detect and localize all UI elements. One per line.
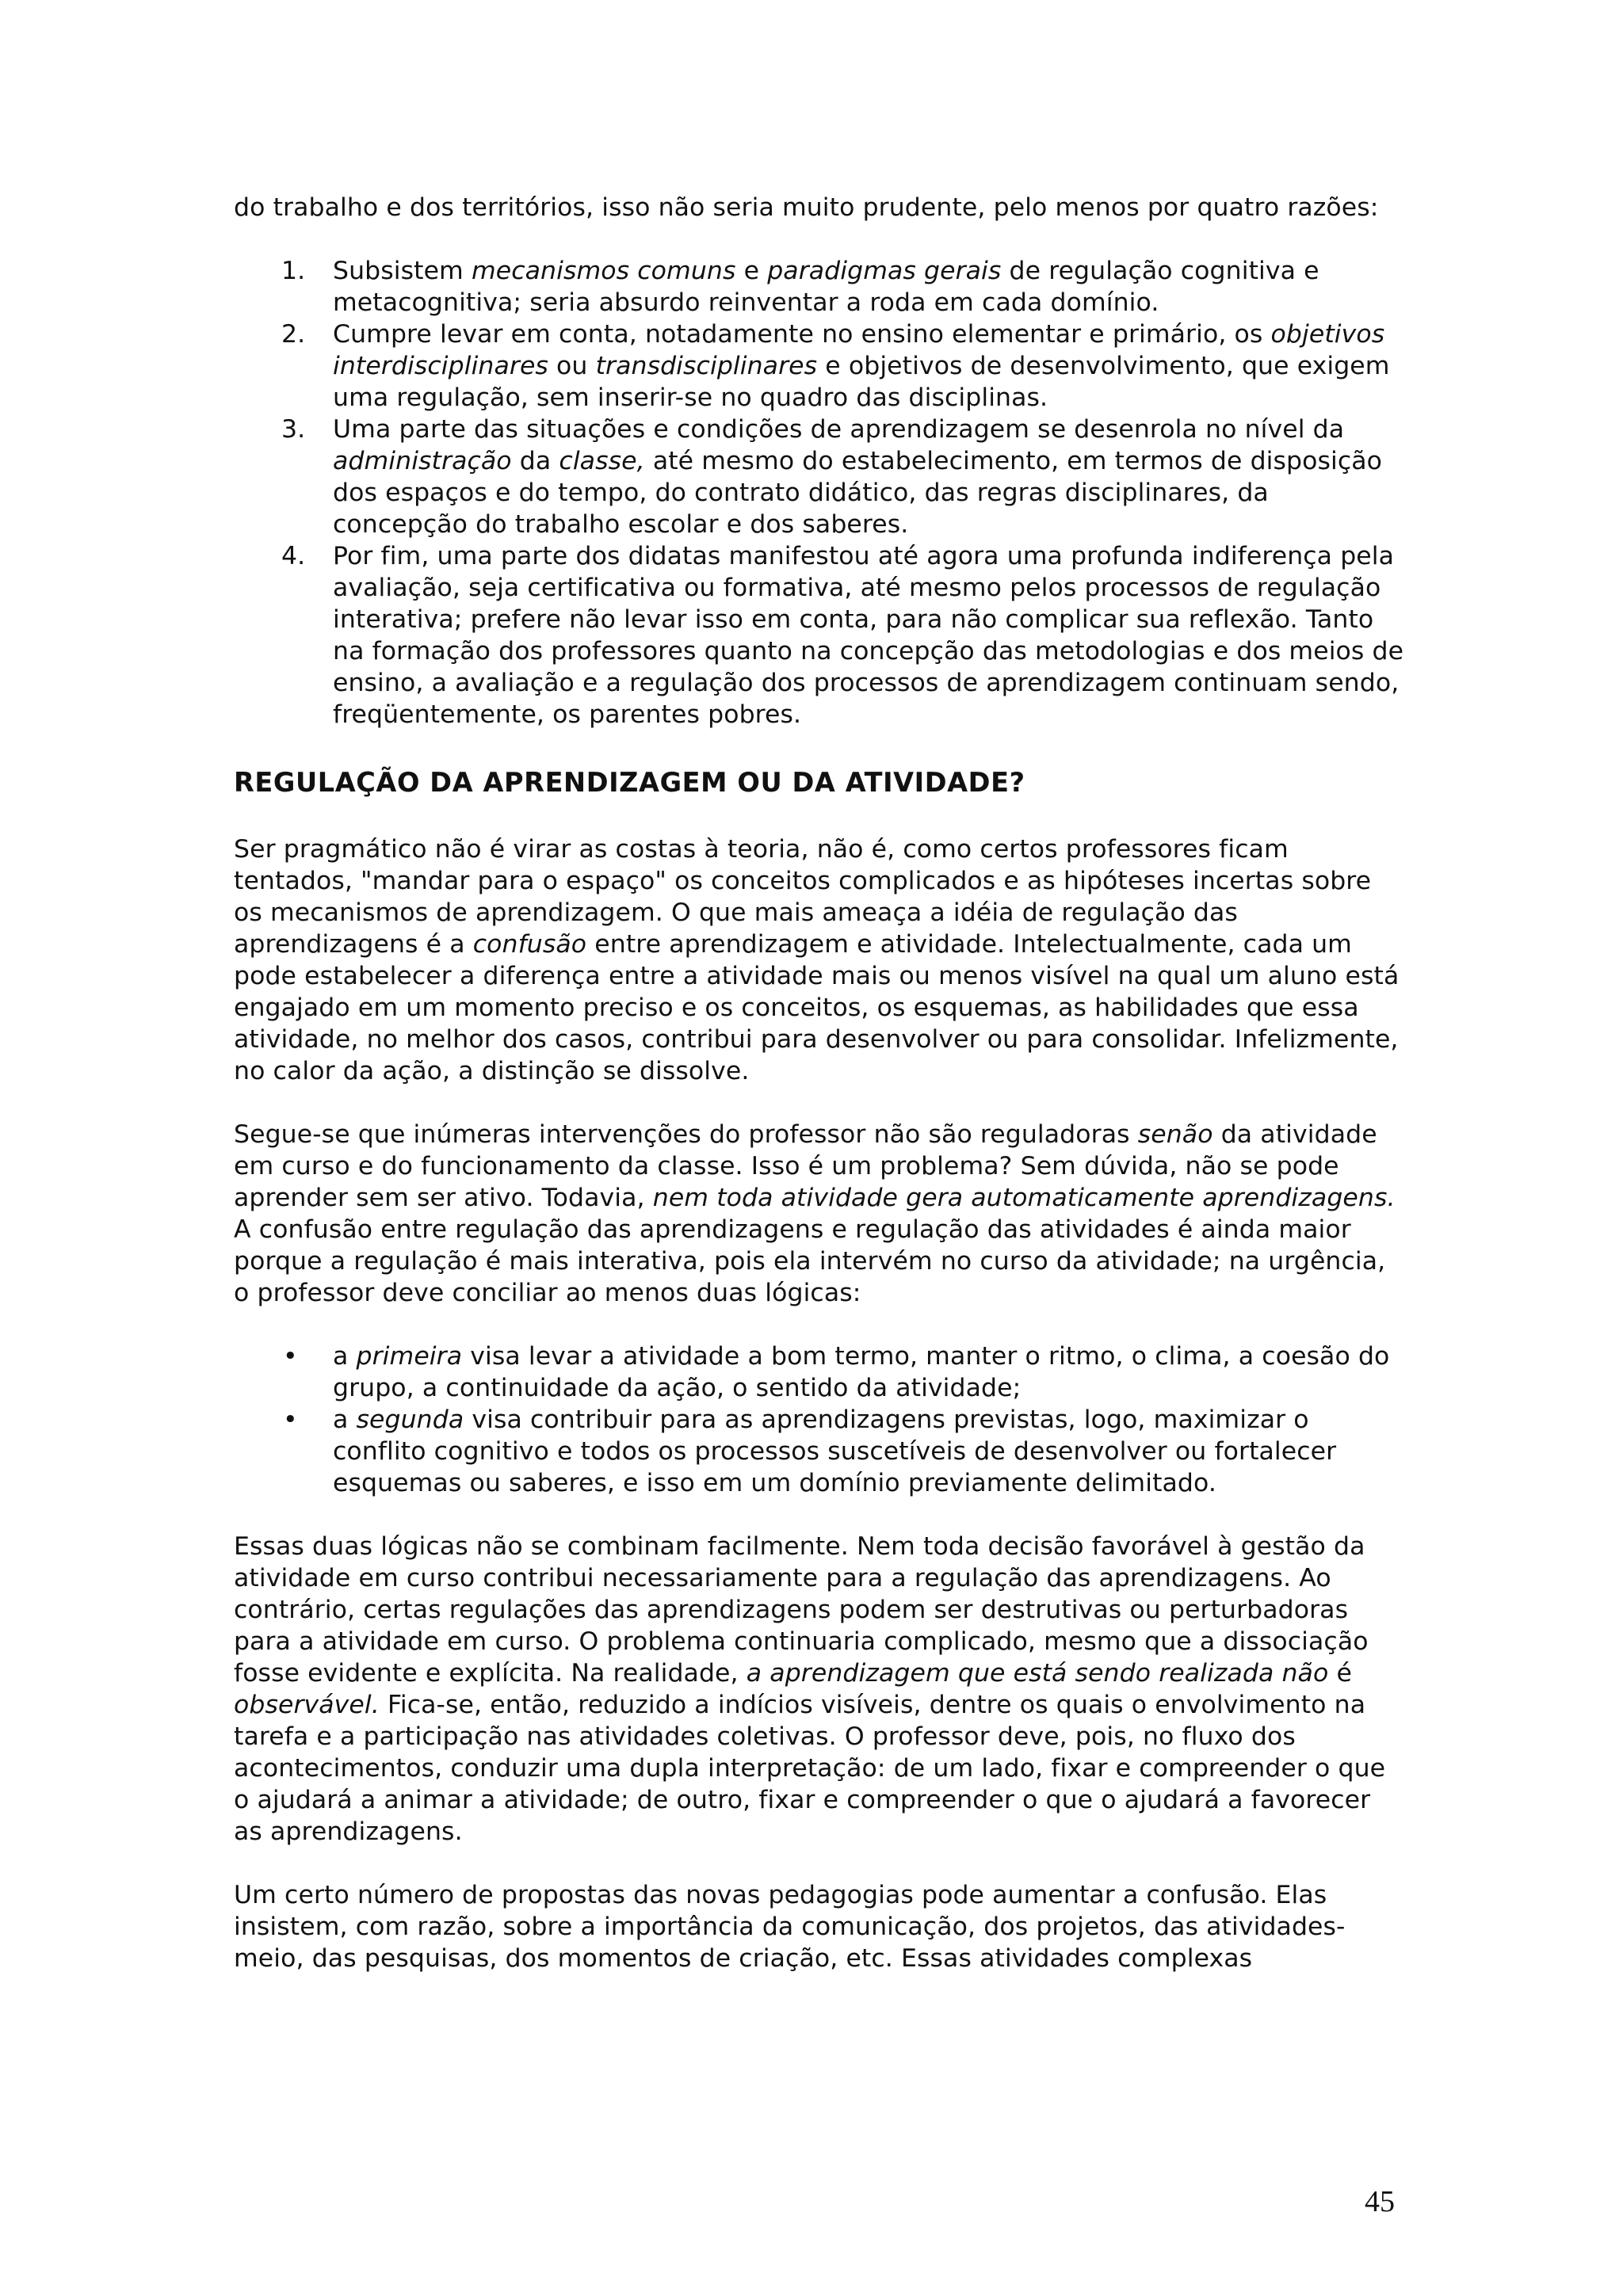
text-run: A confusão entre regulação das aprendizagens e regulação das atividades é ainda maior porque a regulação é mais interativa, pois ela intervém no curso da atividade; na urgência, o professor deve conciliar ao menos duas lógicas: bbox=[234, 1215, 1386, 1307]
bullet: • bbox=[283, 1405, 298, 1434]
italic-text: segunda bbox=[356, 1405, 464, 1434]
reason-text bbox=[333, 542, 1403, 729]
text-run: de regulação cognitiva e metacognitiva; seria absurdo reinventar a roda em cada domínio. bbox=[333, 257, 1319, 317]
italic-text: classe, bbox=[559, 447, 645, 475]
italic-text: observável. bbox=[234, 1691, 380, 1719]
section-heading: REGULAÇÃO DA APRENDIZAGEM OU DA ATIVIDADE? bbox=[234, 767, 1025, 798]
reasons-list bbox=[234, 255, 1407, 730]
reason-text bbox=[333, 320, 1390, 412]
bullet: • bbox=[283, 1342, 298, 1371]
text-run: Uma parte das situações e condições de aprendizagem se desenrola no nível da bbox=[333, 415, 1345, 444]
text-run: Segue-se que inúmeras intervenções do professor não são reguladoras bbox=[234, 1120, 1138, 1149]
text-run: da atividade em curso e do funcionamento da classe. Isso é um problema? Sem dúvida, não se pode aprender sem ser ativo. Todavia, bbox=[234, 1120, 1377, 1212]
reason-text bbox=[333, 257, 1319, 317]
text-run: a bbox=[333, 1342, 357, 1371]
text-run: é bbox=[1328, 1659, 1352, 1688]
logic-text bbox=[333, 1405, 1336, 1497]
text-run: Cumpre levar em conta, notadamente no ensino elementar e primário, os bbox=[333, 320, 1271, 349]
paragraph-2 bbox=[234, 1119, 1407, 1309]
text-run: visa levar a atividade a bom termo, manter o ritmo, o clima, a coesão do grupo, a continuidade da ação, o sentido da atividade; bbox=[333, 1342, 1390, 1402]
reason-number: 1. bbox=[281, 257, 306, 285]
text-run: Essas duas lógicas não se combinam facilmente. Nem toda decisão favorável à gestão da atividade em curso contribui necessariamente para a regulação das aprendizagens. Ao contrário, certas regulações das aprendizagens podem ser destrutivas ou perturbadoras para a atividade em curso. O problema continuaria complicado, mesmo que a dissociação fosse evidente e explícita. Na realidade, bbox=[234, 1532, 1369, 1688]
text-run: Ser pragmático não é virar as costas à teoria, não é, como certos professores ficam tentados, "mandar para o espaço" os conceitos complicados e as hipóteses incertas sobre os mecanismos de aprendizagem. O que mais ameaça a idéia de regulação das aprendizagens é a bbox=[234, 835, 1372, 959]
text-run: Um certo número de propostas das novas pedagogias pode aumentar a confusão. Elas insistem, com razão, sobre a importância da comunicação, dos projetos, das atividades-meio, das pesquisas, dos momentos de criação, etc. Essas atividades complexas bbox=[234, 1881, 1346, 1973]
logic-item-1 bbox=[234, 1341, 1407, 1404]
text-run: Por fim, uma parte dos didatas manifestou até agora uma profunda indiferença pela avaliação, seja certificativa ou formativa, até mesmo pelos processos de regulação interativa; prefere não levar isso em conta, para não complicar sua reflexão. Tanto na formação dos professores quanto na concepção das metodologias e dos meios de ensino, a avaliação e a regulação dos processos de aprendizagem continuam sendo, freqüentemente, os parentes pobres. bbox=[333, 542, 1404, 729]
reason-item-4 bbox=[234, 540, 1407, 730]
reason-item-2 bbox=[234, 318, 1407, 414]
logic-item-2 bbox=[234, 1404, 1407, 1499]
paragraph-4 bbox=[234, 1879, 1407, 1974]
reason-item-1 bbox=[234, 255, 1407, 318]
reason-number: 2. bbox=[281, 320, 306, 349]
text-run: e bbox=[735, 257, 768, 285]
text-run: ou bbox=[548, 352, 596, 380]
italic-text: nem toda atividade gera automaticamente aprendizagens. bbox=[652, 1184, 1396, 1212]
italic-text: primeira bbox=[356, 1342, 463, 1371]
text-run: a bbox=[333, 1405, 357, 1434]
text-run: até mesmo do estabelecimento, em termos de disposição dos espaços e do tempo, do contrato didático, das regras disciplinares, da concepção do trabalho escolar e dos saberes. bbox=[333, 447, 1383, 539]
paragraph-1 bbox=[234, 833, 1407, 1087]
italic-text: transdisciplinares bbox=[595, 352, 818, 380]
text-run: Fica-se, então, reduzido a indícios visíveis, dentre os quais o envolvimento na tarefa e a participação nas atividades coletivas. O professor deve, pois, no fluxo dos acontecimentos, conduzir uma dupla interpretação: de um lado, fixar e compreender o que o ajudará a animar a atividade; de outro, fixar e compreender o que o ajudará a favorecer as aprendizagens. bbox=[234, 1691, 1386, 1846]
italic-text: a aprendizagem que está sendo realizada não bbox=[746, 1659, 1329, 1688]
italic-text: paradigmas gerais bbox=[767, 257, 1002, 285]
italic-text: confusão bbox=[472, 930, 587, 959]
paragraph-3 bbox=[234, 1531, 1407, 1848]
text-run: entre aprendizagem e atividade. Intelectualmente, cada um pode estabelecer a diferença entre a atividade mais ou menos visível na qual um aluno está engajado em um momento preciso e os conceitos, os esquemas, as habilidades que essa atividade, no melhor dos casos, contribui para desenvolver ou para consolidar. Infelizmente, no calor da ação, a distinção se dissolve. bbox=[234, 930, 1400, 1085]
reason-number: 4. bbox=[281, 542, 306, 570]
italic-text: objetivos interdisciplinares bbox=[333, 320, 1385, 380]
page-number: 45 bbox=[1365, 2185, 1395, 2218]
text-run: Subsistem bbox=[333, 257, 472, 285]
text-run: e objetivos de desenvolvimento, que exigem uma regulação, sem inserir-se no quadro das disciplinas. bbox=[333, 352, 1390, 412]
reason-number: 3. bbox=[281, 415, 306, 444]
italic-text: administração bbox=[333, 447, 512, 475]
intro-paragraph: do trabalho e dos territórios, isso não seria muito prudente, pelo menos por quatro razões: bbox=[234, 193, 1379, 222]
text-run: visa contribuir para as aprendizagens previstas, logo, maximizar o conflito cognitivo e todos os processos suscetíveis de desenvolver ou fortalecer esquemas ou saberes, e isso em um domínio previamente delimitado. bbox=[333, 1405, 1337, 1497]
logics-list bbox=[234, 1341, 1407, 1499]
italic-text: senão bbox=[1137, 1120, 1213, 1149]
italic-text: mecanismos comuns bbox=[471, 257, 736, 285]
logic-text bbox=[333, 1342, 1389, 1402]
reason-text bbox=[333, 415, 1382, 539]
reason-item-3 bbox=[234, 414, 1407, 540]
text-column bbox=[234, 192, 1407, 1974]
text-run: da bbox=[511, 447, 559, 475]
